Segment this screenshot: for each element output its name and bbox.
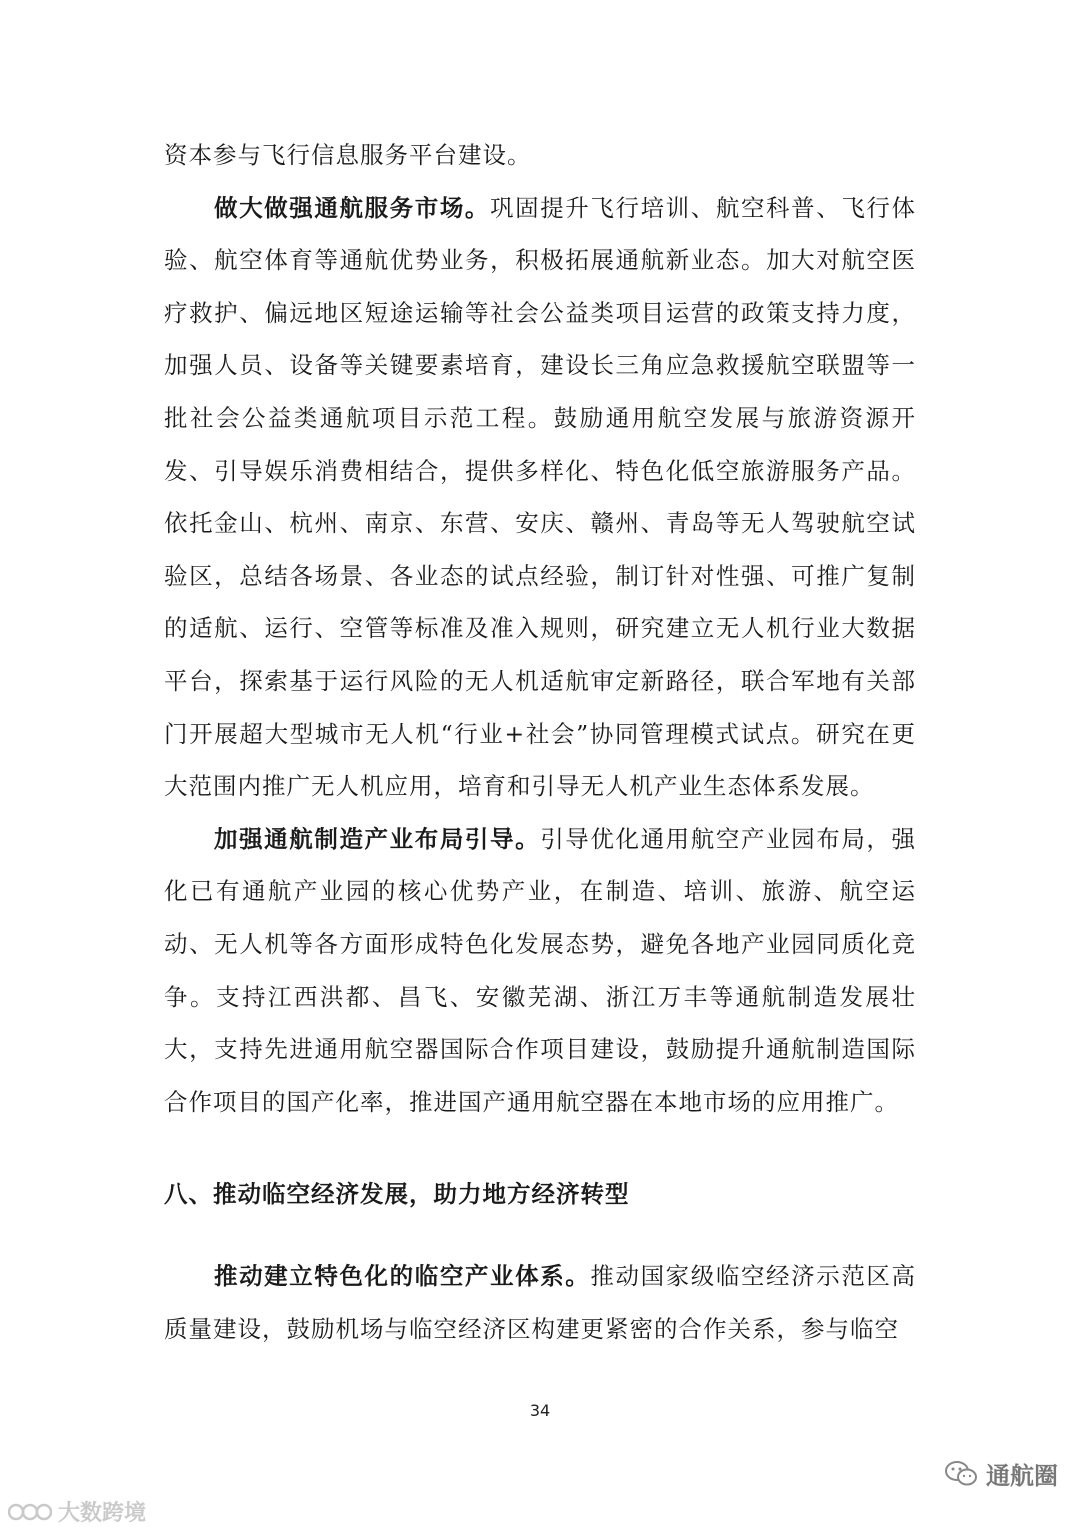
paragraph-3-lead: 加强通航制造产业布局引导。 xyxy=(214,824,541,853)
paragraph-3 xyxy=(164,813,916,1129)
paragraph-4-lead: 推动建立特色化的临空产业体系。 xyxy=(214,1262,591,1290)
paragraph-2-lead: 做大做强通航服务市场。 xyxy=(214,193,491,222)
watermark-right xyxy=(944,1456,1058,1491)
paragraph-4 xyxy=(164,1250,916,1355)
body-block-1 xyxy=(164,129,916,1128)
watermark-left-text: 大数跨境 xyxy=(58,1501,147,1526)
page-number: 34 xyxy=(529,1401,551,1420)
watermark-right-text: 通航圈 xyxy=(986,1462,1058,1490)
paragraph-1-text: 资本参与飞行信息服务平台建设。 xyxy=(164,141,532,169)
dashuju-logo-icon xyxy=(8,1501,52,1523)
wechat-icon xyxy=(944,1460,978,1488)
paragraph-1 xyxy=(164,129,916,182)
paragraph-3-text: 引导优化通用航空产业园布局，强化已有通航产业园的核心优势产业，在制造、培训、旅游、航空运动、无人机等各方面形成特色化发展态势，避免各地产业园同质化竞争。支持江西洪都、昌飞、安徽芜湖、浙江万丰等通航制造发展壮大，支持先进通用航空器国际合作项目建设，鼓励提升通航制造国际合作项目的国产化率，推进国产通用航空器在本地市场的应用推广。 xyxy=(164,824,917,1116)
paragraph-2 xyxy=(164,182,916,813)
paragraph-2-text: 巩固提升飞行培训、航空科普、飞行体验、航空体育等通航优势业务，积极拓展通航新业态。加大对航空医疗救护、偏远地区短途运输等社会公益类项目运营的政策支持力度，加强人员、设备等关键要素培育，建设长三角应急救援航空联盟等一批社会公益类通航项目示范工程。鼓励通用航空发展与旅游资源开发、引导娱乐消费相结合，提供多样化、特色化低空旅游服务产品。依托金山、杭州、南京、东营、安庆、赣州、青岛等无人驾驶航空试验区，总结各场景、各业态的试点经验，制订针对性强、可推广复制的适航、运行、空管等标准及准入规则，研究建立无人机行业大数据平台，探索基于运行风险的无人机适航审定新路径，联合军地有关部门开展超大型城市无人机“行业+社会”协同管理模式试点。研究在更大范围内推广无人机应用，培育和引导无人机产业生态体系发展。 xyxy=(164,193,917,801)
body-block-2 xyxy=(164,1250,916,1355)
paragraph-4-text: 推动国家级临空经济示范区高质量建设，鼓励机场与临空经济区构建更紧密的合作关系，参与临空 xyxy=(164,1262,917,1343)
section-heading: 八、推动临空经济发展，助力地方经济转型 xyxy=(164,1180,630,1208)
watermark-left xyxy=(8,1496,146,1527)
